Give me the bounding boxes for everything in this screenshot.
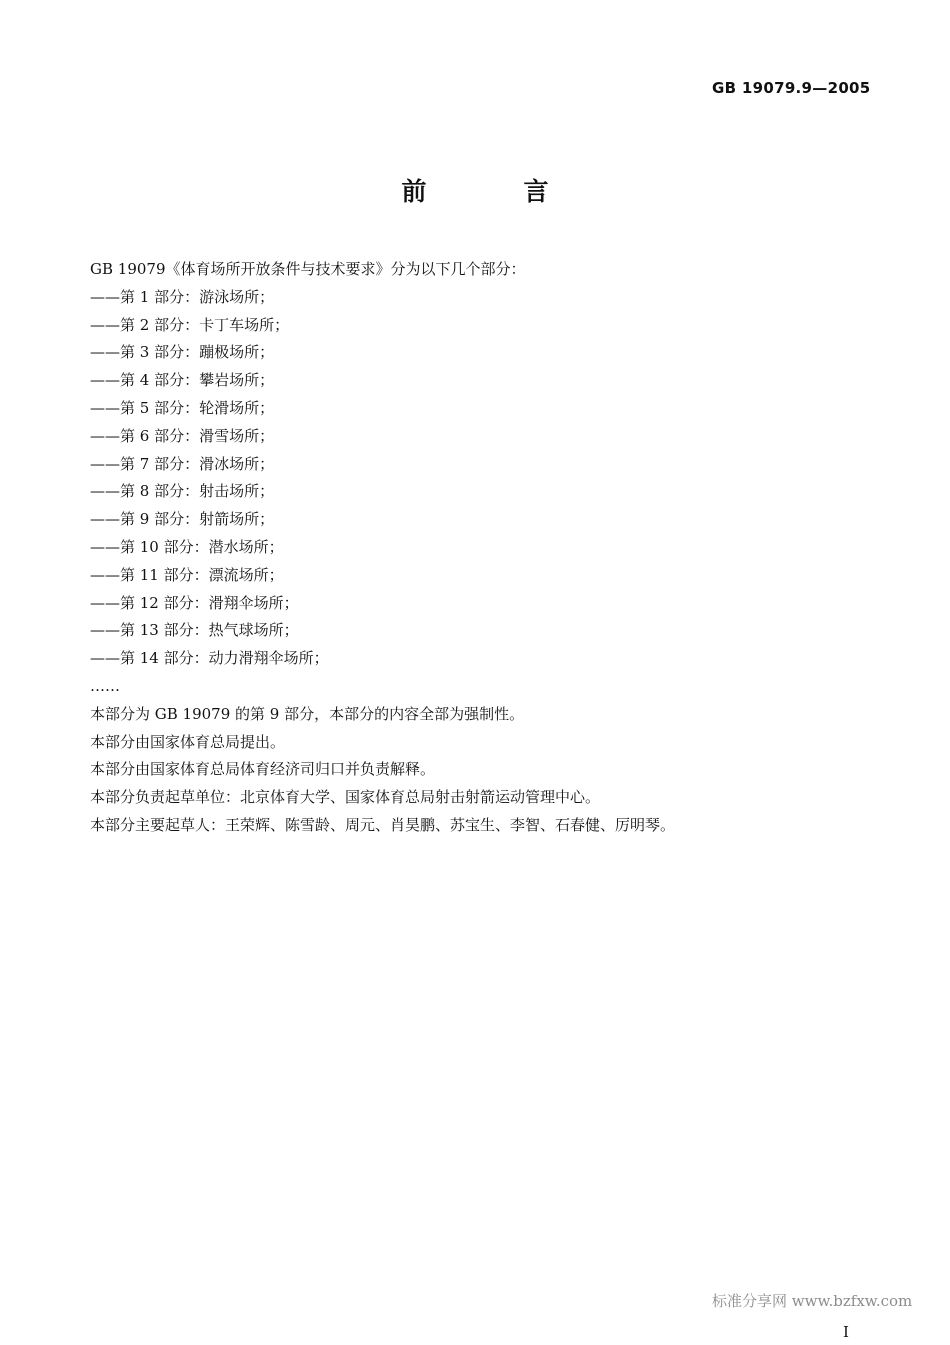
part-item-14: ——第 14 部分：动力滑翔伞场所； — [90, 649, 329, 668]
part-item-5: ——第 5 部分：轮滑场所； — [90, 398, 275, 417]
standard-number: GB 19079.9—2005 — [712, 79, 871, 97]
part-item-11: ——第 11 部分：漂流场所； — [90, 565, 284, 584]
statement-scope: 本部分为 GB 19079 的第 9 部分，本部分的内容全部为强制性。 — [90, 704, 525, 723]
statement-drafters: 本部分主要起草人：王荣辉、陈雪龄、周元、肖昊鹏、苏宝生、李智、石春健、厉明琴。 — [90, 815, 676, 834]
watermark-text: 标准分享网 www.bzfxw.com — [712, 1292, 913, 1310]
statement-administrator: 本部分由国家体育总局体育经济司归口并负责解释。 — [90, 760, 436, 779]
part-item-6: ——第 6 部分：滑雪场所； — [90, 426, 275, 445]
part-item-4: ——第 4 部分：攀岩场所； — [90, 371, 275, 390]
intro-paragraph: GB 19079《体育场所开放条件与技术要求》分为以下几个部分： — [90, 260, 526, 278]
part-item-2: ——第 2 部分：卡丁车场所； — [90, 315, 290, 334]
ellipsis: …… — [90, 676, 120, 695]
foreword-body — [90, 256, 890, 840]
part-item-8: ——第 8 部分：射击场所； — [90, 482, 275, 501]
part-item-13: ——第 13 部分：热气球场所； — [90, 621, 299, 640]
part-item-9: ——第 9 部分：射箭场所； — [90, 510, 275, 529]
part-item-10: ——第 10 部分：潜水场所； — [90, 537, 284, 556]
statement-proposer: 本部分由国家体育总局提出。 — [90, 732, 286, 751]
part-item-12: ——第 12 部分：滑翔伞场所； — [90, 593, 299, 612]
part-item-3: ——第 3 部分：蹦极场所； — [90, 343, 275, 362]
page-number: I — [843, 1323, 849, 1341]
part-item-1: ——第 1 部分：游泳场所； — [90, 287, 275, 306]
page-title: 前 言 — [401, 177, 585, 206]
part-item-7: ——第 7 部分：滑冰场所； — [90, 454, 275, 473]
statement-drafting-units: 本部分负责起草单位：北京体育大学、国家体育总局射击射箭运动管理中心。 — [90, 788, 601, 807]
